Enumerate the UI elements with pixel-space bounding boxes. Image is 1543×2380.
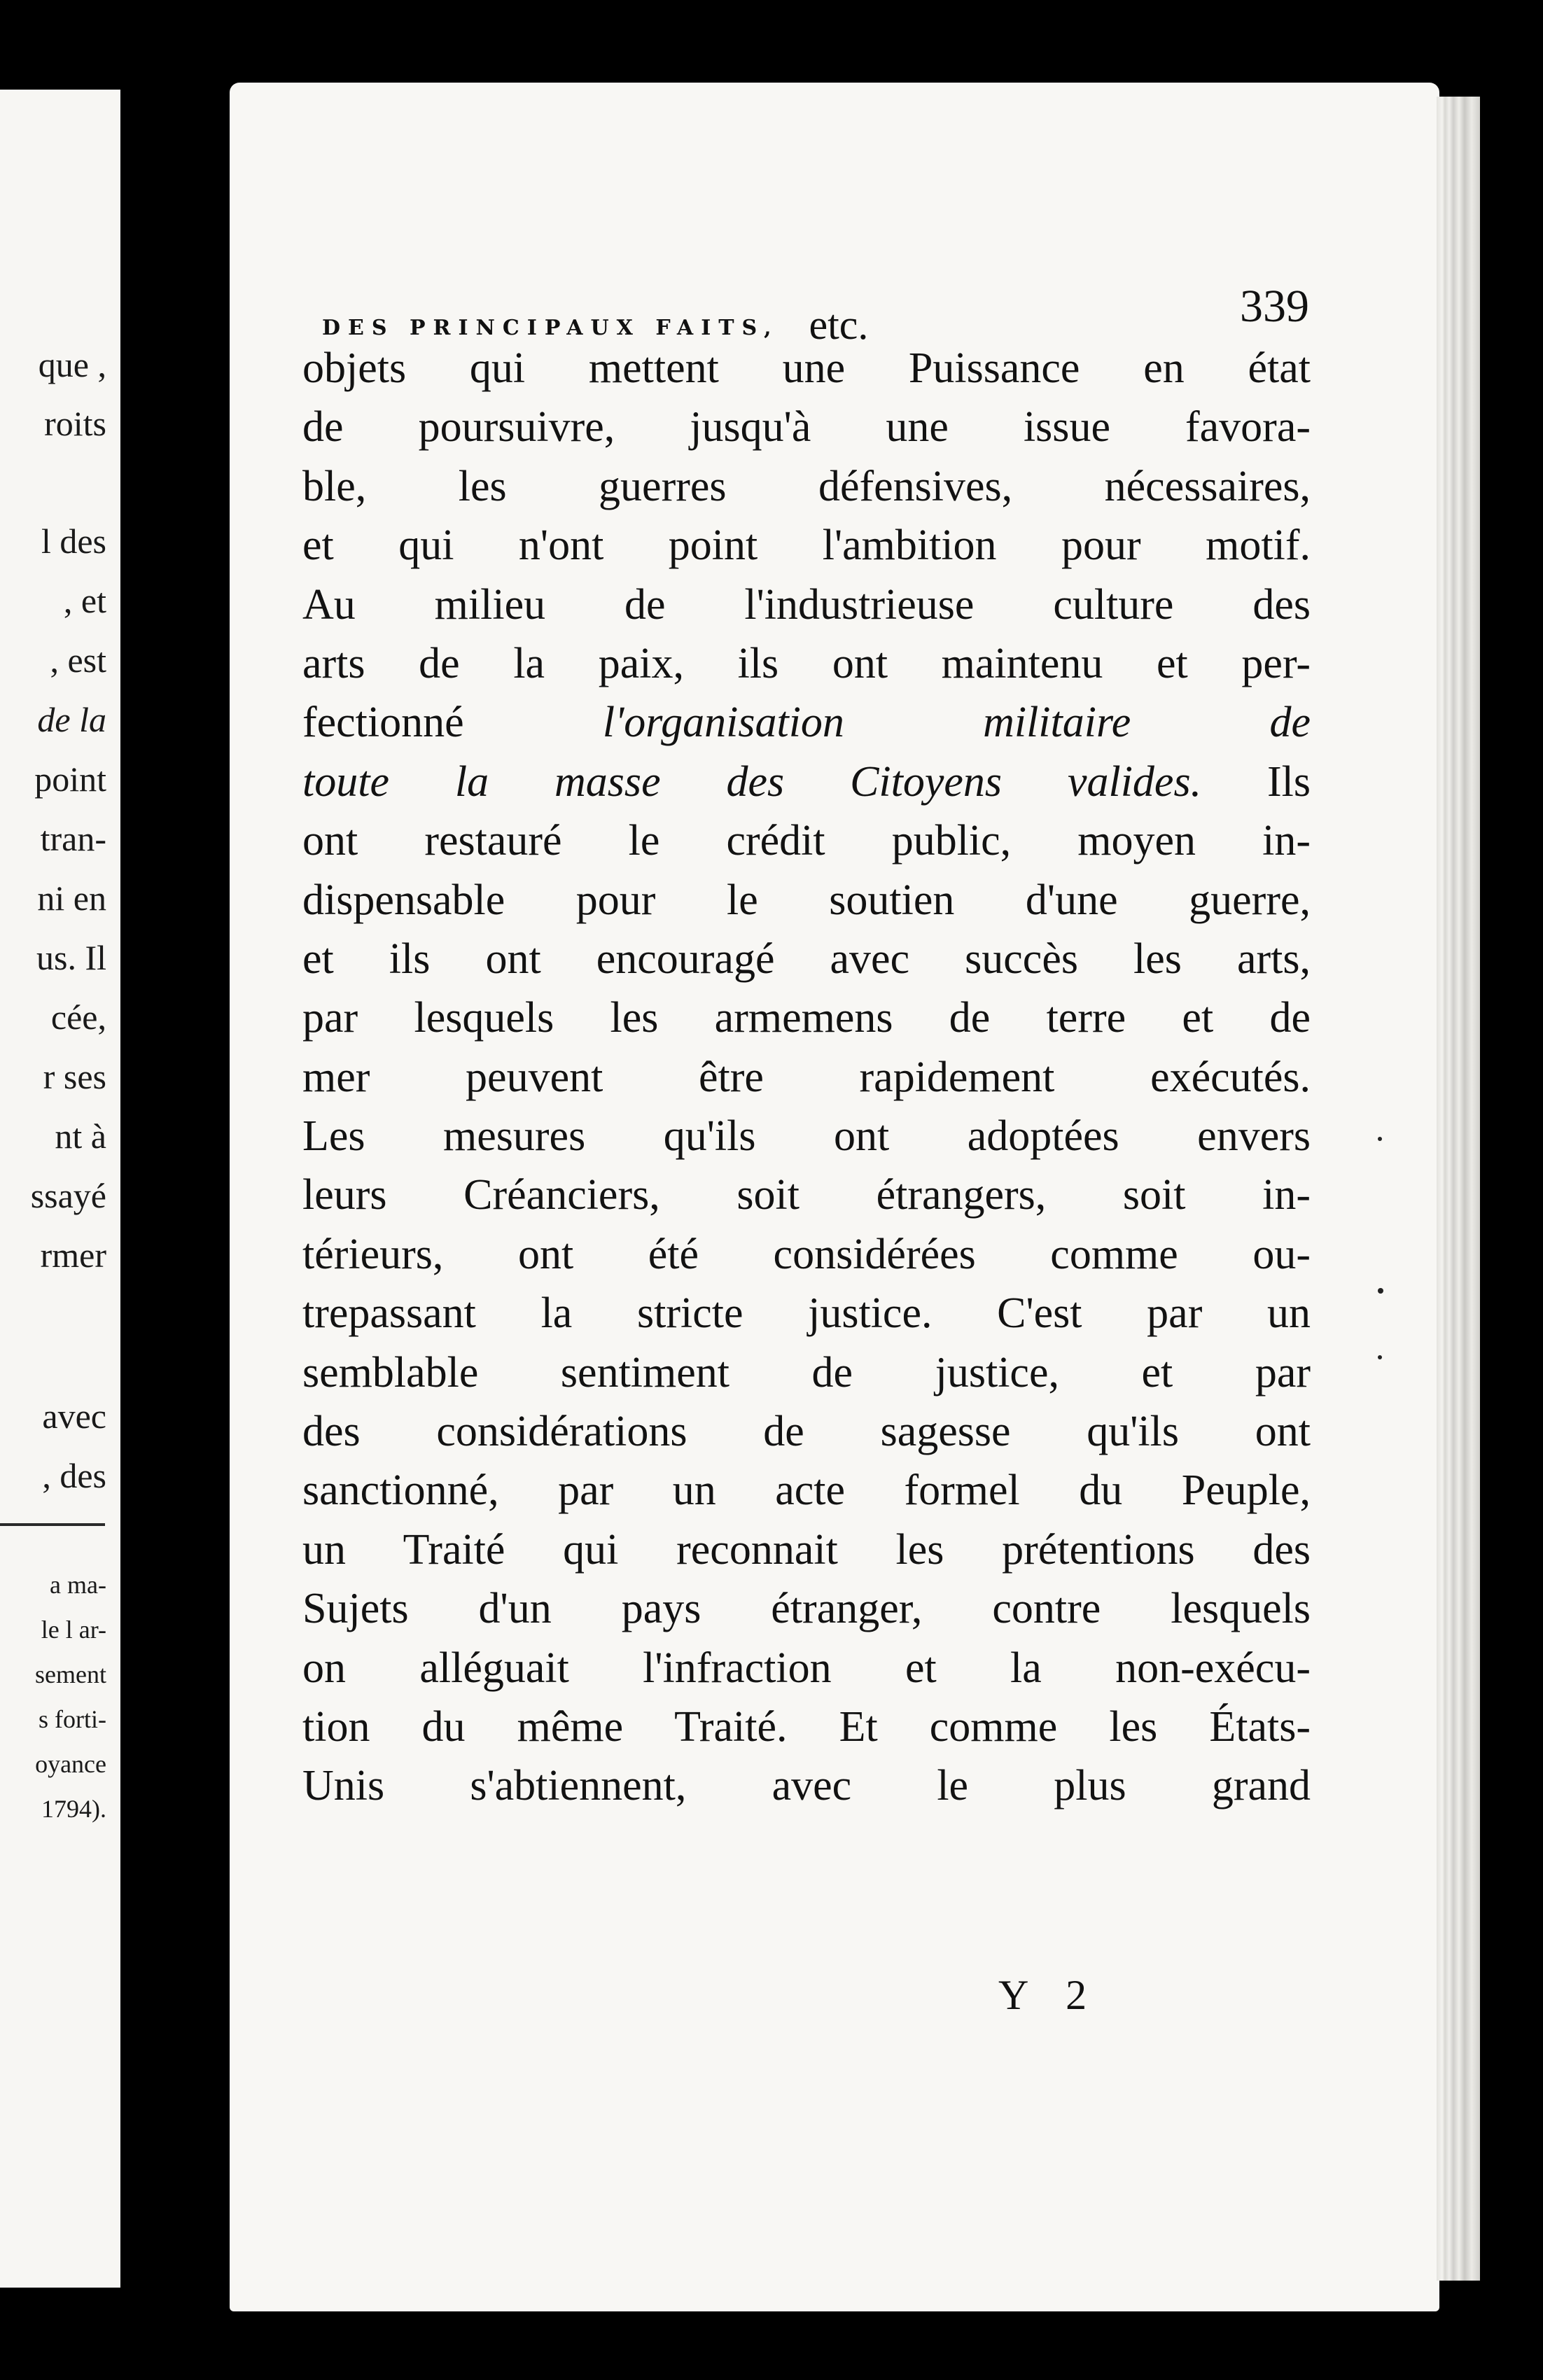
previous-page-line: , et	[63, 581, 106, 620]
text-segment: ble, les guerres défensives, nécessaires,	[302, 462, 1311, 510]
page-edge-stack	[1437, 97, 1480, 2281]
previous-page-line: tran-	[40, 819, 106, 858]
previous-page-footnote-line: oyance	[35, 1750, 106, 1778]
text-line	[302, 1166, 1311, 1224]
text-line	[302, 1048, 1311, 1107]
body-text	[302, 339, 1311, 1816]
text-segment: sanctionné, par un acte formel du Peuple,	[302, 1466, 1311, 1515]
text-segment: trepassant la stricte justice. C'est par un	[302, 1289, 1311, 1338]
previous-page-line: ni en	[37, 878, 106, 918]
text-segment: tion du même Traité. Et comme les États-	[302, 1702, 1311, 1751]
italic-text: toute la masse des Citoyens valides.	[302, 757, 1202, 806]
text-line	[302, 1343, 1311, 1402]
running-head	[322, 281, 1309, 348]
previous-page-fragment	[0, 90, 120, 2288]
text-line	[302, 1698, 1311, 1756]
text-segment: et ils ont encouragé avec succès les arts,	[302, 934, 1311, 983]
text-line	[302, 1520, 1311, 1579]
text-line	[302, 1579, 1311, 1638]
text-line	[302, 516, 1311, 575]
text-segment: térieurs, ont été considérées comme ou-	[302, 1230, 1311, 1278]
text-line	[302, 457, 1311, 516]
text-line	[302, 1756, 1311, 1815]
previous-page-line: avec	[42, 1396, 106, 1436]
text-segment: dispensable pour le soutien d'une guerre,	[302, 876, 1311, 924]
text-line	[302, 988, 1311, 1047]
text-segment: Sujets d'un pays étranger, contre lesquels	[302, 1585, 1311, 1633]
previous-page-line: , est	[50, 640, 106, 680]
text-segment: objets qui mettent une Puissance en état	[302, 344, 1311, 392]
signature-mark: Y 2	[998, 1972, 1101, 2018]
previous-page-footnote-line: 1794).	[41, 1795, 106, 1823]
previous-page-line: de la	[37, 700, 106, 739]
text-line	[302, 1284, 1311, 1343]
text-segment: arts de la paix, ils ont maintenu et per-	[302, 639, 1311, 687]
text-line	[302, 1107, 1311, 1166]
previous-page-footnote-line: a ma-	[50, 1571, 106, 1599]
text-segment: semblable sentiment de justice, et par	[302, 1348, 1311, 1396]
text-segment: fectionné	[302, 699, 603, 747]
text-segment: Au milieu de l'industrieuse culture des	[302, 580, 1311, 629]
text-segment: de poursuivre, jusqu'à une issue favora-	[302, 403, 1311, 451]
text-line	[302, 398, 1311, 456]
previous-page-line: , des	[42, 1456, 106, 1495]
running-head-title: DES PRINCIPAUX FAITS, etc.	[322, 302, 869, 348]
text-segment: un Traité qui reconnait les prétentions des	[302, 1525, 1311, 1574]
text-line	[302, 693, 1311, 752]
text-segment: Ils	[1201, 757, 1311, 806]
text-line	[302, 811, 1311, 870]
previous-page-line: cée,	[50, 997, 106, 1037]
previous-page-line: us. Il	[36, 938, 106, 977]
book-page	[230, 83, 1439, 2311]
previous-page-line: nt à	[55, 1116, 106, 1156]
text-line	[302, 1402, 1311, 1461]
previous-page-line: rmer	[40, 1236, 106, 1275]
text-segment: mer peuvent être rapidement exécutés.	[302, 1053, 1311, 1101]
previous-page-line: que ,	[38, 345, 106, 384]
text-line	[302, 1639, 1311, 1698]
text-line	[302, 634, 1311, 693]
previous-page-line: point	[34, 760, 106, 799]
previous-page-footnote-line: sement	[35, 1660, 106, 1688]
running-head-etc: etc.	[809, 302, 869, 348]
text-line	[302, 1225, 1311, 1284]
text-line	[302, 871, 1311, 930]
text-segment: on alléguait l'infraction et la non-exécu-	[302, 1644, 1311, 1692]
page-number: 339	[1240, 281, 1309, 332]
text-line	[302, 930, 1311, 988]
previous-page-footnote-line: le l ar-	[41, 1616, 106, 1644]
text-line	[302, 752, 1311, 811]
ink-speck	[1378, 1137, 1382, 1141]
footnote-rule	[0, 1523, 105, 1526]
text-segment: par lesquels les armemens de terre et de	[302, 994, 1311, 1042]
previous-page-line: l des	[41, 522, 106, 561]
text-segment: des considérations de sagesse qu'ils ont	[302, 1408, 1311, 1456]
text-segment: ont restauré le crédit public, moyen in-	[302, 817, 1311, 865]
previous-page-line: roits	[44, 404, 106, 443]
text-line	[302, 575, 1311, 634]
previous-page-line: r ses	[43, 1057, 106, 1096]
text-segment: Unis s'abtiennent, avec le plus grand	[302, 1762, 1311, 1810]
text-line	[302, 1461, 1311, 1520]
text-line	[302, 339, 1311, 398]
text-segment: Les mesures qu'ils ont adoptées envers	[302, 1112, 1311, 1161]
previous-page-line: ssayé	[30, 1176, 106, 1215]
ink-speck	[1378, 1288, 1383, 1294]
text-segment: leurs Créanciers, soit étrangers, soit in-	[302, 1171, 1311, 1219]
ink-speck	[1378, 1355, 1382, 1359]
text-segment: et qui n'ont point l'ambition pour motif.	[302, 522, 1311, 570]
previous-page-footnote-line: s forti-	[39, 1705, 106, 1733]
italic-text: l'organisation militaire de	[602, 699, 1311, 747]
